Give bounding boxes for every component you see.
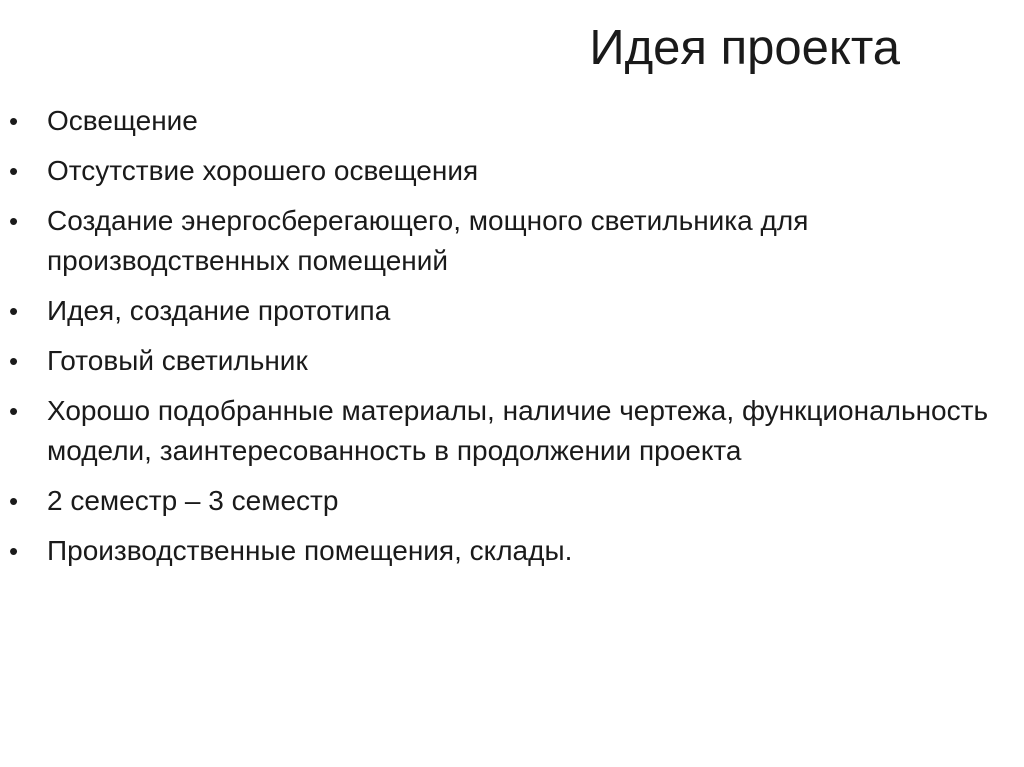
bullet-text: Производственные помещения, склады. — [47, 535, 573, 566]
bullet-item — [0, 201, 1010, 281]
bullet-marker: • — [9, 206, 19, 236]
bullet-marker: • — [9, 486, 19, 516]
bullet-text: 2 семестр – 3 семестр — [47, 485, 339, 516]
bullet-marker: • — [9, 396, 19, 426]
bullet-item — [0, 291, 1010, 331]
bullet-text: Создание энергосберегающего, мощного светильника для производственных помещений — [47, 205, 809, 276]
bullet-list — [0, 101, 1010, 581]
bullet-item — [0, 341, 1010, 381]
bullet-marker: • — [9, 106, 19, 136]
bullet-text: Освещение — [47, 105, 198, 136]
bullet-item — [0, 531, 1010, 571]
bullet-text: Готовый светильник — [47, 345, 308, 376]
bullet-text: Отсутствие хорошего освещения — [47, 155, 479, 186]
bullet-item — [0, 481, 1010, 521]
bullet-marker: • — [9, 156, 19, 186]
bullet-text: Хорошо подобранные материалы, наличие чертежа, функциональность модели, заинтересованность в продолжении проекта — [47, 395, 989, 466]
bullet-marker: • — [9, 346, 19, 376]
slide-title: Идея проекта — [589, 21, 900, 75]
bullet-text: Идея, создание прототипа — [47, 295, 391, 326]
bullet-item — [0, 151, 1010, 191]
bullet-item — [0, 391, 1010, 471]
bullet-marker: • — [9, 536, 19, 566]
bullet-item — [0, 101, 1010, 141]
bullet-marker: • — [9, 296, 19, 326]
